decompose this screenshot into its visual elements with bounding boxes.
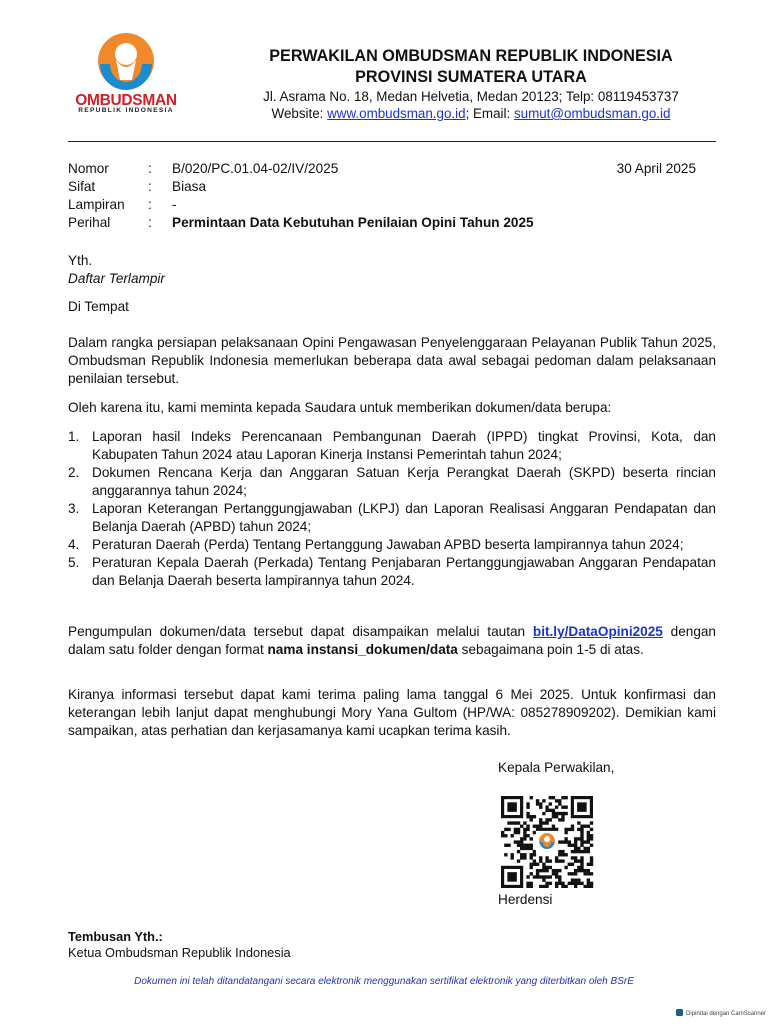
- letter-date: 30 April 2025: [616, 161, 696, 176]
- meta-value-subject: Permintaan Data Kebutuhan Penilaian Opini Tahun 2025: [172, 215, 534, 230]
- list-text: Laporan Keterangan Pertanggungjawaban (LKPJ) dan Laporan Realisasi Anggaran Pendapatan dan Belanja Daerah (APBD) tahun 2024;: [92, 501, 716, 534]
- body-paragraph-1: Dalam rangka persiapan pelaksanaan Opini Pengawasan Penyelenggaraan Pelayanan Publik Tahun 2025, Ombudsman Republik Indonesia memerlukan beberapa data awal sebagai pedoman dalam pelaksanaan penilaian tersebut.: [68, 335, 716, 386]
- list-item: [68, 464, 716, 500]
- meta-key: Sifat: [68, 179, 96, 194]
- org-province: PROVINSI SUMATERA UTARA: [355, 68, 587, 86]
- list-text: Peraturan Daerah (Perda) Tentang Pertanggung Jawaban APBD beserta lampirannya tahun 2024;: [92, 537, 684, 552]
- meta-value: B/020/PC.01.04-02/IV/2025: [172, 161, 339, 176]
- body-paragraph-3: [68, 623, 716, 659]
- logo-subtext: REPUBLIK INDONESIA: [78, 107, 174, 114]
- header-divider: [68, 141, 716, 142]
- e-signature-note: Dokumen ini telah ditandatangani secara elektronik menggunakan sertifikat elektronik yang diterbitkan oleh BSrE: [134, 976, 634, 987]
- website-label: Website:: [271, 106, 328, 121]
- signatory-name: Herdensi: [498, 892, 553, 907]
- body-paragraph-2: Oleh karena itu, kami meminta kepada Saudara untuk memberikan dokumen/data berupa:: [68, 400, 612, 415]
- list-number: 5.: [68, 555, 80, 570]
- meta-value: -: [172, 197, 177, 212]
- p3-format: nama instansi_dokumen/data: [267, 642, 458, 657]
- org-name: PERWAKILAN OMBUDSMAN REPUBLIK INDONESIA: [269, 47, 673, 65]
- list-item: [68, 428, 716, 464]
- camscanner-icon: [676, 1009, 683, 1016]
- recipient-name: Daftar Terlampir: [68, 271, 165, 286]
- p3-text-b: dengan dalam satu folder dengan format: [68, 624, 716, 657]
- scanner-text: Dipindai dengan CamScanner: [686, 1011, 767, 1017]
- list-number: 4.: [68, 537, 80, 552]
- recipient-place: Di Tempat: [68, 299, 129, 314]
- meta-key: Perihal: [68, 215, 111, 230]
- org-contact: [228, 106, 714, 121]
- list-item: [68, 536, 716, 554]
- list-number: 3.: [68, 501, 80, 516]
- org-address: Jl. Asrama No. 18, Medan Helvetia, Medan 20123; Telp: 08119453737: [263, 89, 679, 104]
- meta-key: Lampiran: [68, 197, 125, 212]
- qr-code-signature: [498, 796, 596, 888]
- requested-documents-list: [68, 428, 716, 590]
- p3-text-c: sebagaimana poin 1-5 di atas.: [457, 642, 644, 657]
- meta-colon: :: [148, 197, 152, 212]
- submission-link[interactable]: bit.ly/DataOpini2025: [532, 624, 663, 639]
- scanner-watermark: [676, 1009, 766, 1017]
- signature-title: Kepala Perwakilan,: [498, 760, 615, 775]
- list-number: 2.: [68, 465, 80, 480]
- cc-item: Ketua Ombudsman Republik Indonesia: [68, 945, 291, 960]
- salutation: Yth.: [68, 253, 93, 268]
- body-paragraph-4: Kiranya informasi tersebut dapat kami terima paling lama tanggal 6 Mei 2025. Untuk konfirmasi dan keterangan lebih lanjut dapat menghubungi Mory Yana Gultom (HP/WA: 085278909202). Demikian kami sampaikan, atas perhatian dan kerjasamanya kami ucapkan terima kasih.: [68, 687, 716, 738]
- list-item: [68, 554, 716, 590]
- meta-colon: :: [148, 179, 152, 194]
- meta-key: Nomor: [68, 161, 109, 176]
- email-link[interactable]: sumut@ombudsman.go.id: [513, 106, 671, 121]
- list-text: Peraturan Kepala Daerah (Perkada) Tentang Penjabaran Pertanggungjawaban Anggaran Pendapatan dan Belanja Daerah beserta lampirannya tahun 2024.: [92, 555, 716, 588]
- meta-colon: :: [148, 161, 152, 176]
- website-link[interactable]: www.ombudsman.go.id: [327, 106, 466, 121]
- list-item: [68, 500, 716, 536]
- list-text: Dokumen Rencana Kerja dan Anggaran Satuan Kerja Perangkat Daerah (SKPD) beserta rincian anggarannya tahun 2024;: [92, 465, 716, 498]
- cc-heading: Tembusan Yth.:: [68, 929, 163, 944]
- meta-value: Biasa: [172, 179, 207, 194]
- logo-wordmark: OMBUDSMAN: [75, 92, 177, 109]
- list-text: Laporan hasil Indeks Perencanaan Pembangunan Daerah (IPPD) tingkat Provinsi, Kota, dan Kabupaten Tahun 2024 atau Laporan Kinerja Instansi Pemerintah tahun 2024;: [92, 429, 716, 462]
- list-number: 1.: [68, 429, 80, 444]
- email-label: ; Email:: [465, 106, 514, 121]
- meta-colon: :: [148, 215, 152, 230]
- p3-text-a: Pengumpulan dokumen/data tersebut dapat disampaikan melalui tautan: [68, 624, 533, 639]
